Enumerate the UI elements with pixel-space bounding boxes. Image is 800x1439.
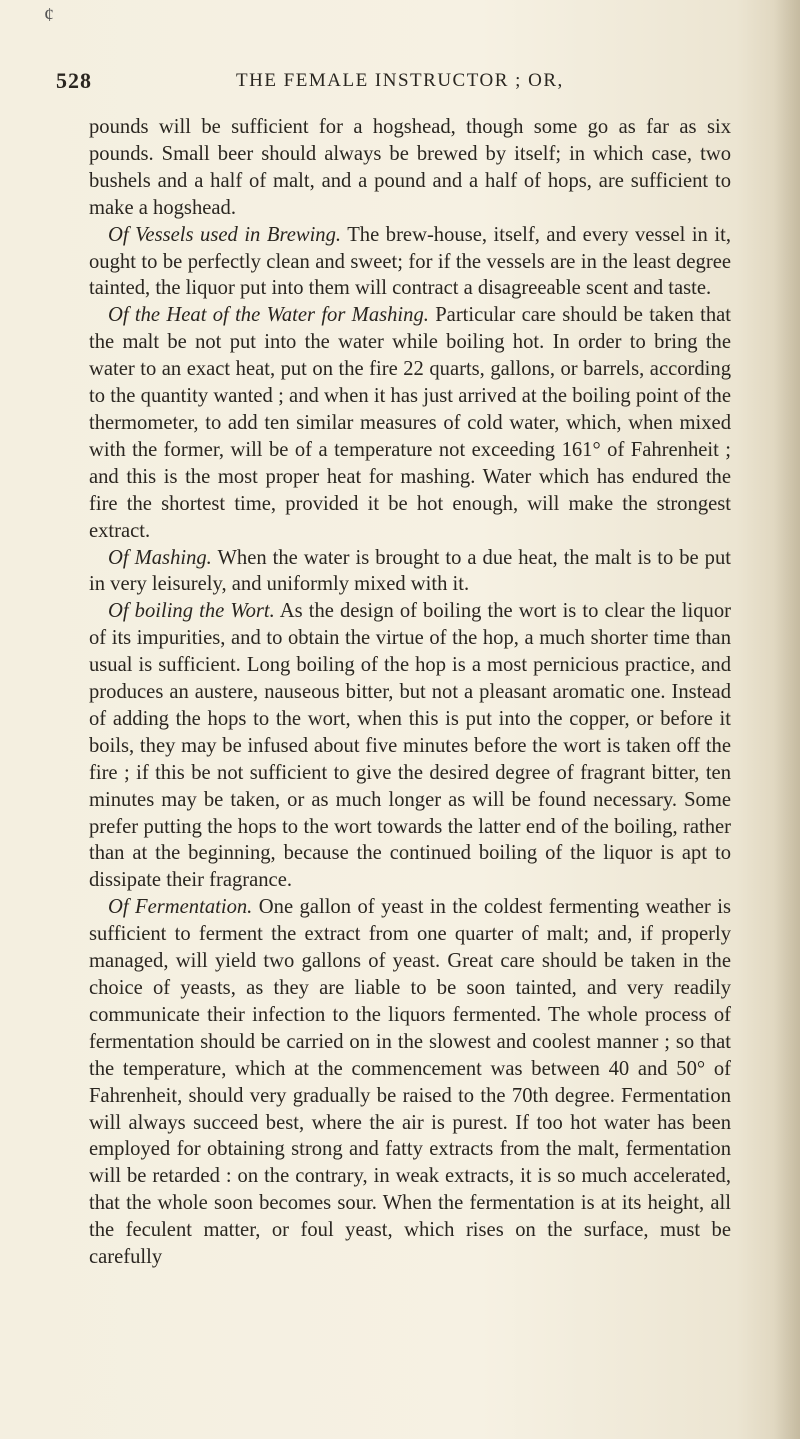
- page-number: 528: [56, 68, 92, 93]
- paragraph-text: One gallon of yeast in the coldest fermenting weather is sufficient to ferment the extract from one quarter of malt; and, if properly managed, will yield two gallons of yeast. Great care should be taken in the choice of yeasts, as they are liable to be soon tainted, and very readily communicate their infection to the liquors fermented. The whole process of fermentation should be carried on in the slowest and coolest manner ; so that the temperature, which at the commencement was between 40 and 50° of Fahrenheit, should very gradually be raised to the 70th degree. Fermentation will always succeed best, where the air is purest. If too hot water has been employed for obtaining strong and fatty extracts from the malt, fermentation will be retarded : on the contrary, in weak extracts, it is so much accelerated, that the whole soon becomes sour. When the fermentation is at its height, all the feculent matter, or foul yeast, which rises on the surface, must be carefully: [89, 896, 731, 1269]
- top-margin-mark: ¢: [44, 4, 54, 26]
- section-heading-fermentation: Of Fermentation.: [108, 896, 253, 919]
- section-heading-vessels: Of Vessels used in Brewing.: [108, 223, 342, 246]
- section-heading-boiling: Of boiling the Wort.: [108, 600, 275, 623]
- paragraph-text: As the design of boiling the wort is to clear the liquor of its impurities, and to obtain the virtue of the hop, a much shorter time than usual is sufficient. Long boiling of the hop is a most pernicious practice, and produces an austere, nauseous bitter, but not a pleasant aromatic one. Instead of adding the hops to the wort, when this is put into the copper, or before it boils, they may be infused about five minutes before the wort is taken off the fire ; if this be not sufficient to give the desired degree of fragrant bitter, ten minutes may be taken, or as much longer as will be found necessary. Some prefer putting the hops to the wort towards the latter end of the boiling, rather than at the beginning, because the continued boiling of the liquor is apt to dissipate their fragrance.: [89, 600, 732, 892]
- paragraph-heat-of-water: [89, 302, 731, 544]
- paragraph-hogshead-continued: [89, 114, 731, 222]
- running-title: THE FEMALE INSTRUCTOR ; OR,: [236, 70, 564, 91]
- paragraph-text: The brew-house, itself, and every vessel in it, ought to be perfectly clean and sweet; for if the vessels are in the least degree tainted, the liquor put into them will contract a disagreeable scent and taste.: [89, 223, 731, 300]
- section-heading-heat: Of the Heat of the Water for Mashing.: [108, 304, 429, 327]
- page-edge-shadow: [774, 0, 800, 1439]
- paragraph-fermentation: [89, 894, 731, 1271]
- paragraph-vessels: [89, 222, 731, 303]
- body-text: [89, 114, 731, 1271]
- paragraph-boiling-wort: [89, 598, 731, 894]
- paragraph-text: When the water is brought to a due heat, the malt is to be put in very leisurely, and uniformly mixed with it.: [89, 546, 732, 596]
- paragraph-text: Particular care should be taken that the malt be not put into the water while boiling hot. In order to bring the water to an exact heat, put on the fire 22 quarts, gallons, or barrels, according to the quantity wanted ; and when it has just arrived at the boiling point of the thermometer, to add ten similar measures of cold water, which, when mixed with the former, will be of a temperature not exceeding 161° of Fahrenheit ; and this is the most proper heat for mashing. Water which has endured the fire the shortest time, provided it be hot enough, will make the strongest extract.: [89, 304, 731, 542]
- section-heading-mashing: Of Mashing.: [108, 546, 212, 569]
- paragraph-text: pounds will be sufficient for a hogshead, though some go as far as six pounds. Small beer should always be brewed by itself; in which case, two bushels and a half of malt, and a pound and a half of hops, are sufficient to make a hogshead.: [89, 116, 731, 219]
- running-header: [56, 68, 736, 100]
- paragraph-mashing: [89, 545, 731, 599]
